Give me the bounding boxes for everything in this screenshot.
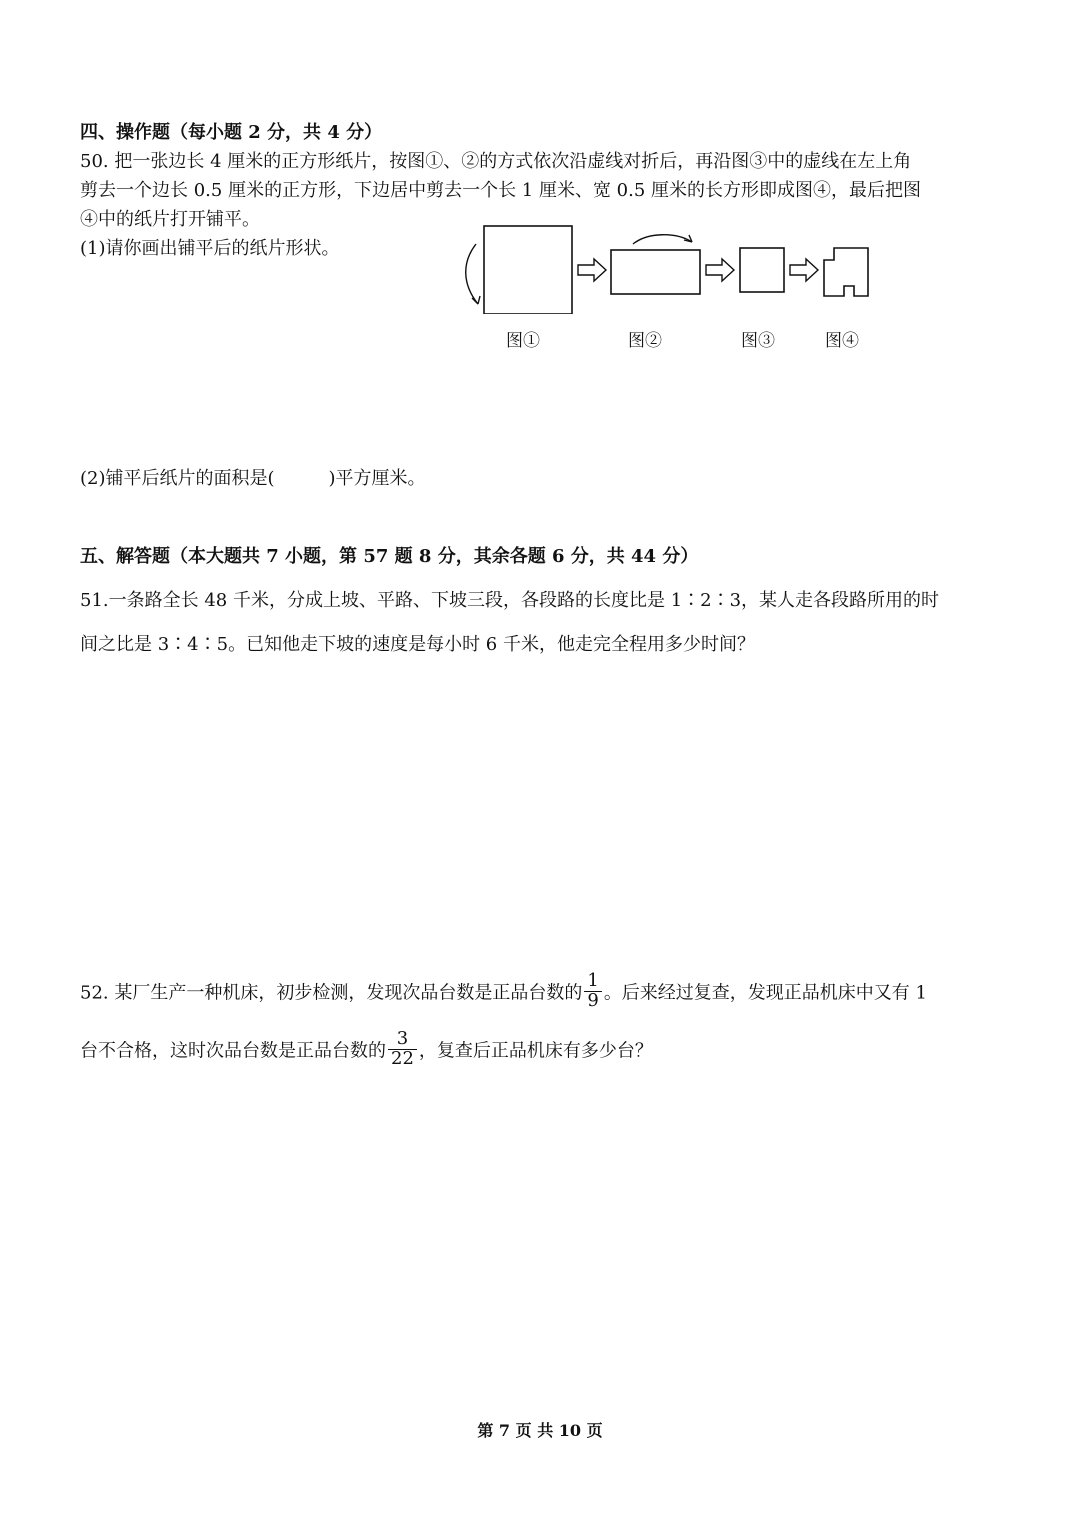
arrow-1-icon bbox=[578, 259, 606, 281]
q52-line2-text-a: 台不合格，这时次品台数是正品台数的 bbox=[80, 1040, 386, 1062]
folding-figure bbox=[458, 214, 878, 354]
figure3-square bbox=[740, 248, 784, 292]
fraction-one-ninth bbox=[584, 972, 601, 1011]
figure4-cut-shape bbox=[824, 248, 868, 296]
fraction-three-twentysecond bbox=[388, 1030, 417, 1069]
fraction-numerator: 1 bbox=[587, 970, 599, 991]
figure2-label: 图② bbox=[628, 331, 662, 351]
page-footer: 第 7 页 共 10 页 bbox=[477, 1421, 603, 1440]
q51-line2: 间之比是 3∶4∶5。已知他走下坡的速度是每小时 6 千米，他走完全程用多少时间？ bbox=[80, 634, 755, 655]
fraction-denominator: 22 bbox=[388, 1049, 417, 1069]
fraction-numerator: 3 bbox=[396, 1028, 409, 1049]
figure4-label: 图④ bbox=[825, 331, 859, 351]
section4-heading: 四、操作题（每小题 2 分，共 4 分） bbox=[80, 122, 383, 143]
figure1-square bbox=[466, 226, 572, 314]
figure3-label: 图③ bbox=[741, 331, 775, 351]
q50-line3: ④中的纸片打开铺平。 bbox=[80, 209, 260, 230]
q52-line1 bbox=[80, 970, 927, 1013]
q51-line1: 51.一条路全长 48 千米，分成上坡、平路、下坡三段，各段路的长度比是 1∶2∶3，某人走各段路所用的时 bbox=[80, 590, 940, 611]
figure2-rectangle bbox=[611, 235, 700, 294]
figure1-label: 图① bbox=[506, 331, 540, 351]
q52-line2-text-b: ，复查后正品机床有多少台？ bbox=[418, 1040, 653, 1062]
folding-diagram bbox=[458, 214, 878, 314]
q52-line1-text-b: 。后来经过复查，发现正品机床中又有 1 bbox=[603, 982, 927, 1004]
arrow-2-icon bbox=[706, 259, 734, 281]
arrow-3-icon bbox=[790, 259, 818, 281]
q50-sub2: (2)铺平后纸片的面积是( )平方厘米。 bbox=[80, 468, 426, 489]
q52-line1-text-a: 52. 某厂生产一种机床，初步检测，发现次品台数是正品台数的 bbox=[80, 982, 583, 1004]
q50-line1: 50. 把一张边长 4 厘米的正方形纸片，按图①、②的方式依次沿虚线对折后，再沿图③中的虚线在左上角 bbox=[80, 151, 912, 172]
q50-line2: 剪去一个边长 0.5 厘米的正方形，下边居中剪去一个长 1 厘米、宽 0.5 厘米的长方形即成图④，最后把图 bbox=[80, 180, 922, 201]
fraction-denominator: 9 bbox=[584, 991, 601, 1011]
q50-sub1: (1)请你画出铺平后的纸片形状。 bbox=[80, 238, 340, 259]
section5-heading: 五、解答题（本大题共 7 小题，第 57 题 8 分，其余各题 6 分，共 44 分） bbox=[80, 546, 699, 567]
q52-line2 bbox=[80, 1028, 653, 1071]
